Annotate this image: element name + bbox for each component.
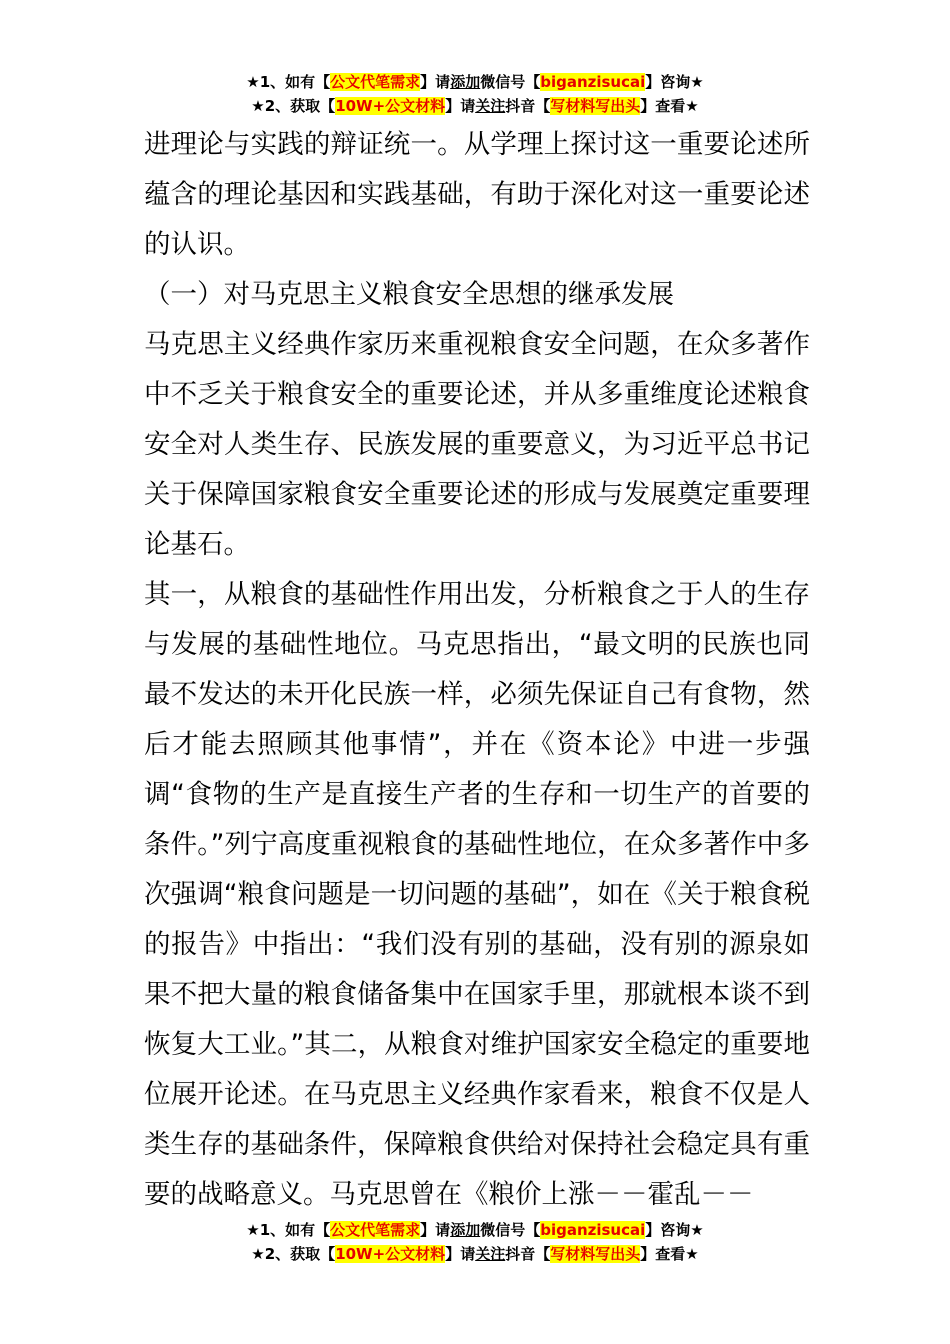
- banner-line-2: ★2、获取【10W+公文材料】请关注抖音【写材料写出头】查看★: [251, 97, 699, 115]
- highlight-service: 公文代笔需求: [330, 73, 421, 91]
- footer-banner: [0, 1218, 950, 1266]
- douyin-account: 写材料写出头: [550, 1245, 641, 1263]
- document-body: [144, 120, 810, 1220]
- paragraph: 其一，从粮食的基础性作用出发，分析粮食之于人的生存与发展的基础性地位。马克思指出，“最文明的民族也同最不发达的未开化民族一样，必须先保证自己有食物，然后才能去照顾其他事情”，并在《资本论》中进一步强调“食物的生产是直接生产者的生存和一切生产的首要的条件。”列宁高度重视粮食的基础性地位，在众多著作中多次强调“粮食问题是一切问题的基础”，如在《关于粮食税的报告》中指出：“我们没有别的基础，没有别的源泉如果不把大量的粮食储备集中在国家手里，那就根本谈不到恢复大工业。”其二，从粮食对维护国家安全稳定的重要地位展开论述。在马克思主义经典作家看来，粮食不仅是人类生存的基础条件，保障粮食供给对保持社会稳定具有重要的战略意义。马克思曾在《粮价上涨－－霍乱－－: [144, 579, 810, 1210]
- highlight-materials: 10W+公文材料: [335, 97, 446, 115]
- banner-line-1: ★1、如有【公文代笔需求】请添加微信号【biganzisucai】咨询★: [246, 73, 704, 91]
- banner-line-2: ★2、获取【10W+公文材料】请关注抖音【写材料写出头】查看★: [251, 1245, 699, 1263]
- wechat-id: biganzisucai: [540, 73, 646, 91]
- highlight-service: 公文代笔需求: [330, 1221, 421, 1239]
- highlight-materials: 10W+公文材料: [335, 1245, 446, 1263]
- paragraph: 马克思主义经典作家历来重视粮食安全问题，在众多著作中不乏关于粮食安全的重要论述，并从多重维度论述粮食安全对人类生存、民族发展的重要意义，为习近平总书记关于保障国家粮食安全重要论述的形成与发展奠定重要理论基石。: [144, 329, 810, 560]
- banner-line-1: ★1、如有【公文代笔需求】请添加微信号【biganzisucai】咨询★: [246, 1221, 704, 1239]
- wechat-id: biganzisucai: [540, 1221, 646, 1239]
- header-banner: [0, 70, 950, 118]
- section-heading: （一）对马克思主义粮食安全思想的继承发展: [144, 279, 674, 310]
- paragraph: 进理论与实践的辩证统一。从学理上探讨这一重要论述所蕴含的理论基因和实践基础，有助于深化对这一重要论述的认识。: [144, 129, 810, 260]
- douyin-account: 写材料写出头: [550, 97, 641, 115]
